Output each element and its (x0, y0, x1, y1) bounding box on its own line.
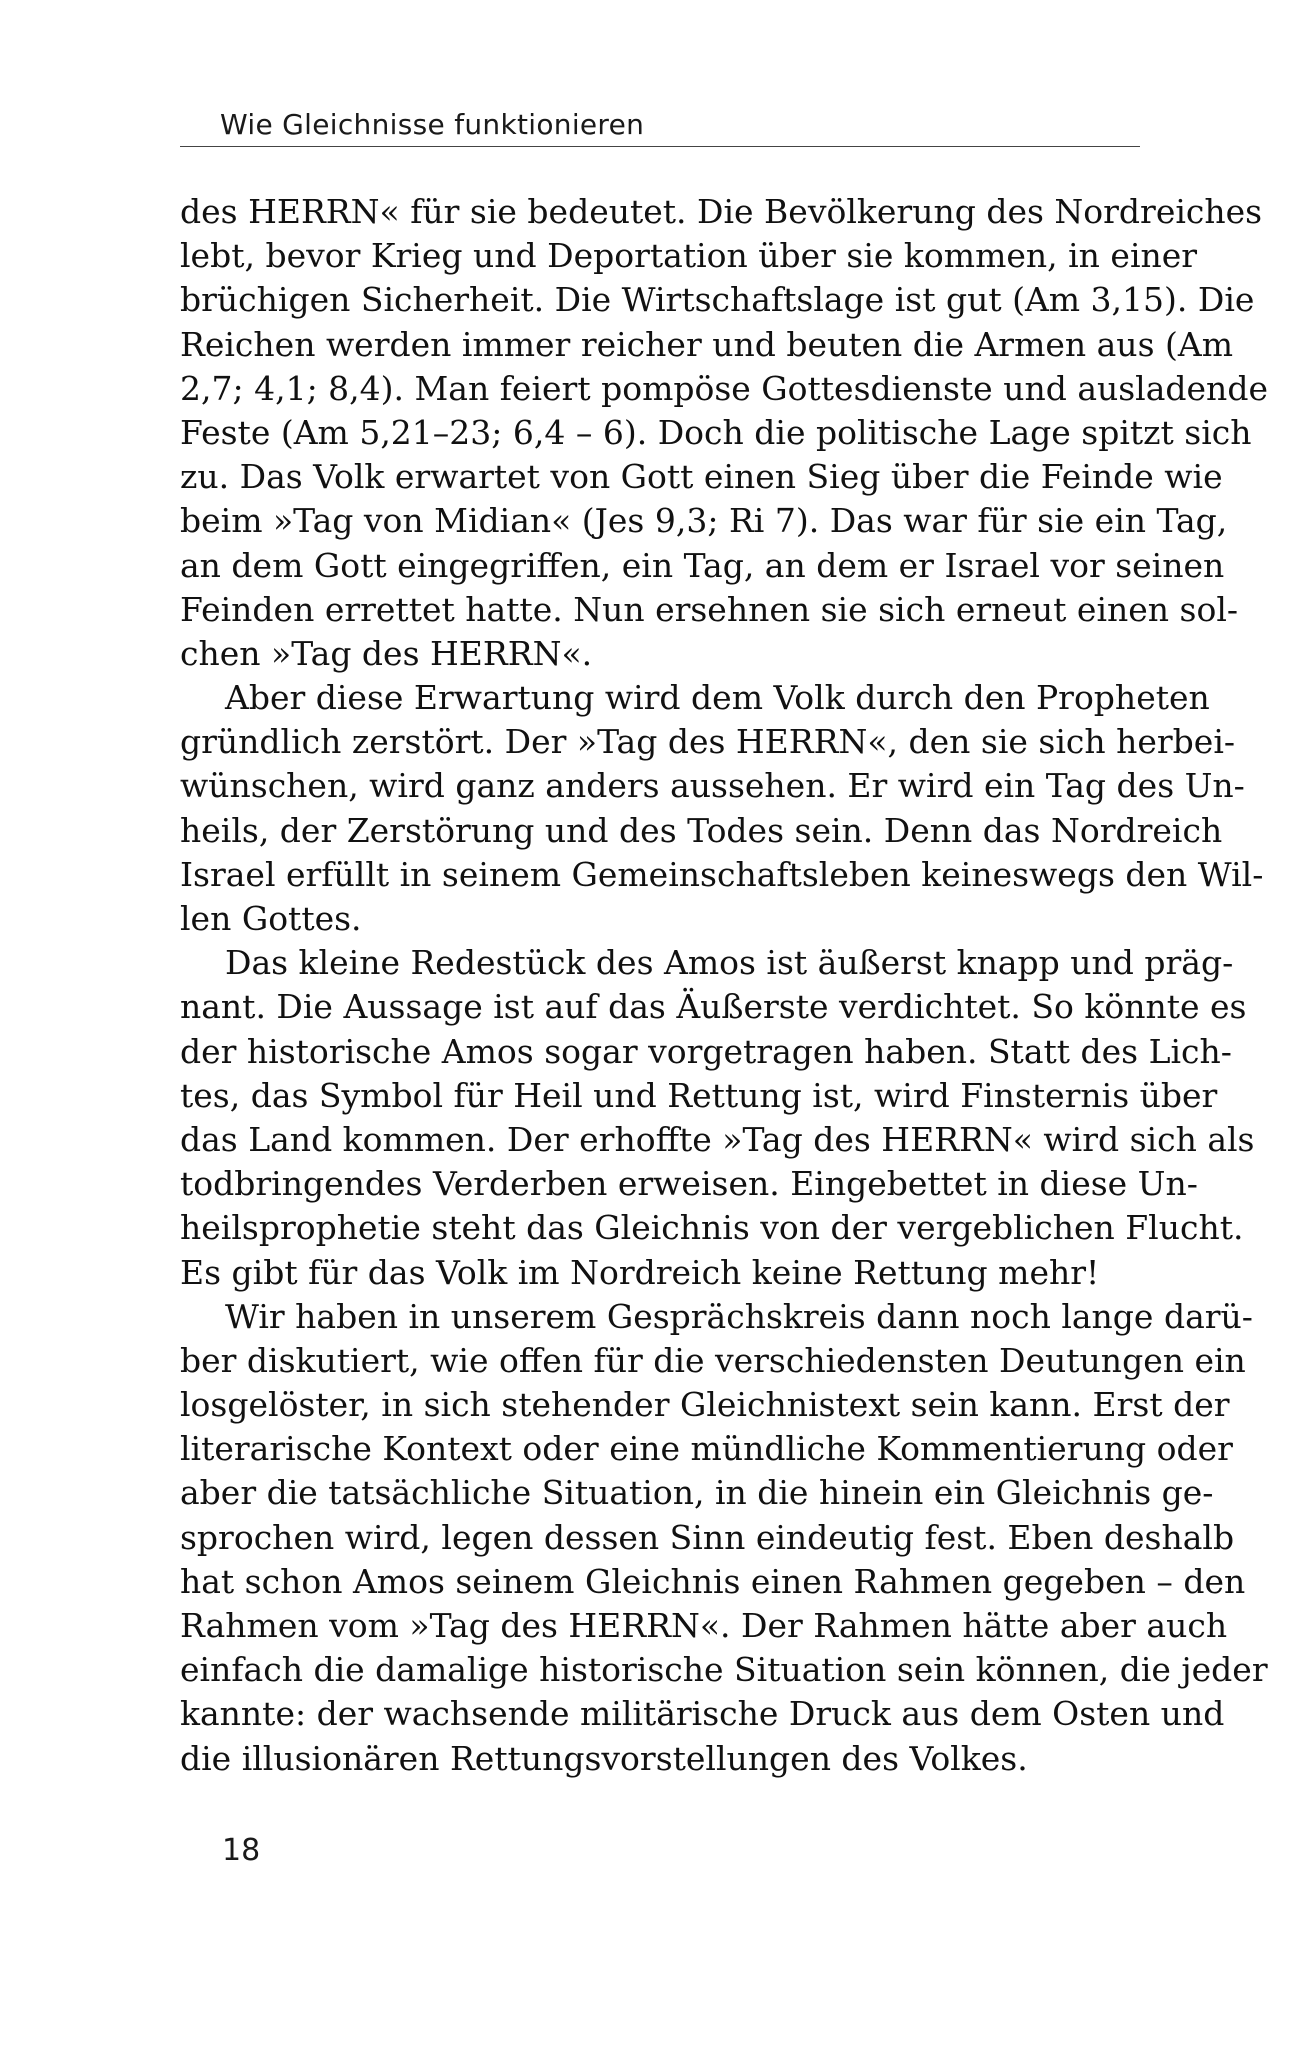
text-line: brüchigen Sicherheit. Die Wirtschaftslage ist gut (Am 3,15). Die (180, 280, 1255, 320)
text-line: zu. Das Volk erwartet von Gott einen Sieg über die Feinde wie (180, 457, 1223, 497)
text-line: an dem Gott eingegriffen, ein Tag, an dem er Israel vor seinen (180, 545, 1225, 585)
text-line: nant. Die Aussage ist auf das Äußerste verdichtet. So könnte es (180, 987, 1247, 1027)
text-line: beim »Tag von Midian« (Jes 9,3; Ri 7). Das war für sie ein Tag, (180, 501, 1228, 541)
text-line: die illusionären Rettungsvorstellungen des Volkes. (180, 1738, 1028, 1778)
text-line: Reichen werden immer reicher und beuten die Armen aus (Am (180, 324, 1233, 364)
text-line: heilsprophetie steht das Gleichnis von der vergeblichen Flucht. (180, 1208, 1244, 1248)
text-line: heils, der Zerstörung und des Todes sein. Denn das Nordreich (180, 810, 1223, 850)
text-line: literarische Kontext oder eine mündliche Kommentierung oder (180, 1429, 1233, 1469)
text-line: chen »Tag des HERRN«. (180, 633, 593, 673)
text-line: kannte: der wachsende militärische Druck aus dem Osten und (180, 1694, 1225, 1734)
text-line: Rahmen vom »Tag des HERRN«. Der Rahmen hätte aber auch (180, 1606, 1228, 1645)
text-line: sprochen wird, legen dessen Sinn eindeutig fest. Eben deshalb (180, 1517, 1235, 1557)
text-line: einfach die damalige historische Situation sein können, die jeder (180, 1650, 1268, 1690)
running-head: Wie Gleichnisse funktionieren (220, 108, 645, 141)
header-rule (180, 146, 1140, 147)
text-line: das Land kommen. Der erhoffte »Tag des HERRN« wird sich als (180, 1119, 1255, 1159)
text-line: Feinden errettet hatte. Nun ersehnen sie sich erneut einen sol- (180, 589, 1239, 629)
text-line: hat schon Amos seinem Gleichnis einen Rahmen gegeben – den (180, 1561, 1246, 1601)
text-line: aber die tatsächliche Situation, in die hinein ein Gleichnis ge- (180, 1473, 1214, 1513)
text-line: Wir haben in unserem Gesprächskreis dann noch lange darü- (225, 1296, 1253, 1336)
text-line: der historische Amos sogar vorgetragen haben. Statt des Lich- (180, 1031, 1232, 1071)
text-line: lebt, bevor Krieg und Deportation über sie kommen, in einer (180, 236, 1198, 276)
text-line: gründlich zerstört. Der »Tag des HERRN«, den sie sich herbei- (180, 722, 1236, 762)
text-line: des HERRN« für sie bedeutet. Die Bevölkerung des Nordreiches (180, 192, 1263, 231)
text-line: Aber diese Erwartung wird dem Volk durch den Propheten (225, 678, 1210, 718)
text-line: tes, das Symbol für Heil und Rettung ist, wird Finsternis über (180, 1075, 1218, 1115)
text-line: Es gibt für das Volk im Nordreich keine Rettung mehr! (180, 1252, 1100, 1292)
body-text (180, 190, 1268, 1781)
text-line: ber diskutiert, wie offen für die verschiedensten Deutungen ein (180, 1340, 1246, 1380)
text-line: 2,7; 4,1; 8,4). Man feiert pompöse Gottesdienste und ausladende (180, 368, 1268, 408)
text-line: todbringendes Verderben erweisen. Eingebettet in diese Un- (180, 1164, 1198, 1204)
page-number: 18 (222, 1833, 261, 1868)
text-line: wünschen, wird ganz anders aussehen. Er wird ein Tag des Un- (180, 766, 1245, 806)
text-line: Das kleine Redestück des Amos ist äußerst knapp und präg- (225, 943, 1234, 983)
text-line: len Gottes. (180, 899, 362, 938)
text-line: Feste (Am 5,21–23; 6,4 – 6). Doch die politische Lage spitzt sich (180, 412, 1252, 452)
text-line: Israel erfüllt in seinem Gemeinschaftsleben keineswegs den Wil- (180, 854, 1264, 894)
text-line: losgelöster, in sich stehender Gleichnistext sein kann. Erst der (180, 1385, 1230, 1425)
